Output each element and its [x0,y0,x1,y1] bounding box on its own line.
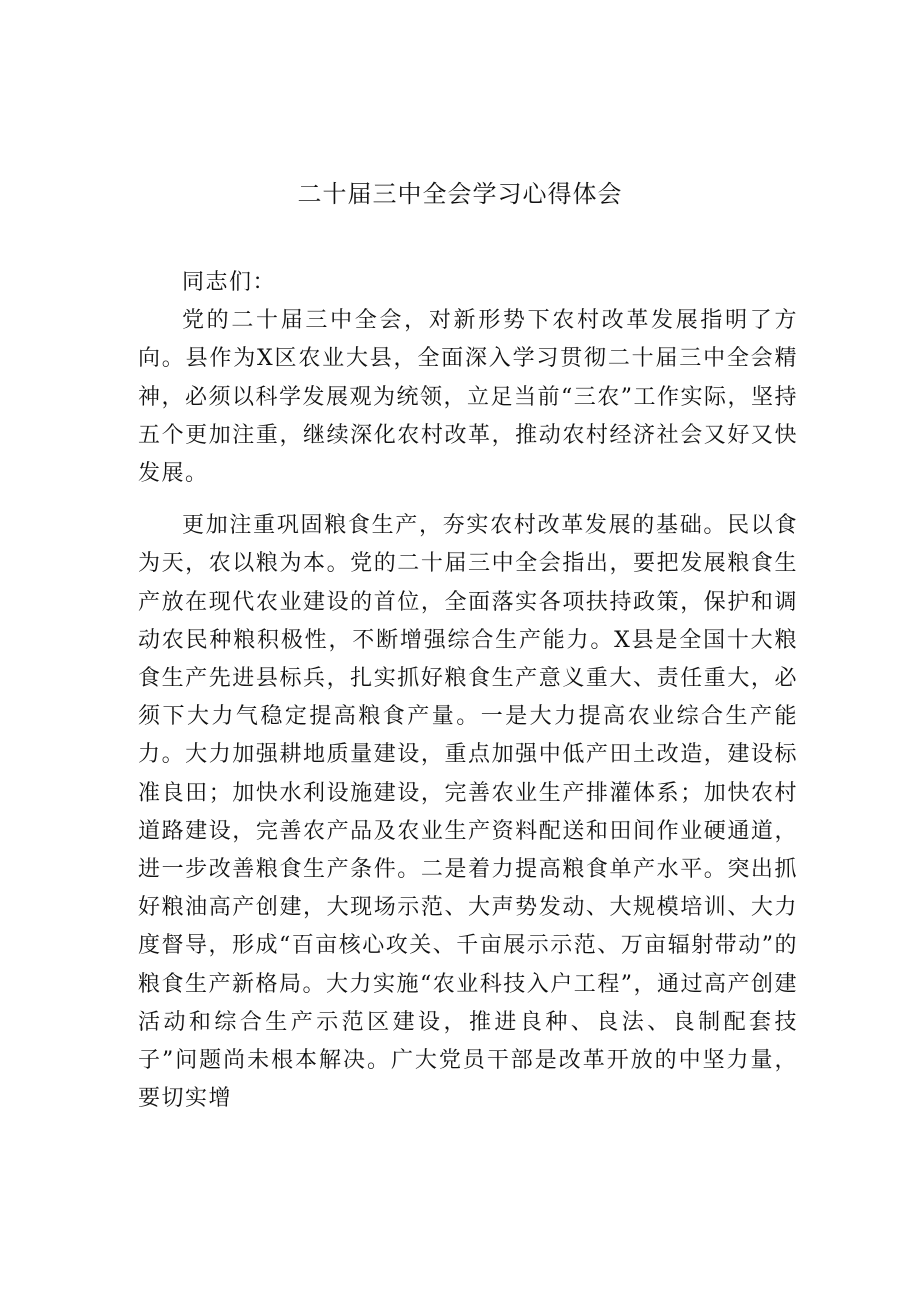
salutation: 同志们： [182,270,277,295]
paragraph-2: 更加注重巩固粮食生产，夯实农村改革发展的基础。民以食为天，农以粮为本。党的二十届三中全会指出，要把发展粮食生产放在现代农业建设的首位，全面落实各项扶持政策，保护和调动农民种粮积极性，不断增强综合生产能力。X县是全国十大粮食生产先进县标兵，扎实抓好粮食生产意义重大、责任重大，必须下大力气稳定提高粮食产量。一是大力提高农业综合生产能力。大力加强耕地质量建设，重点加强中低产田土改造，建设标准良田；加快水利设施建设，完善农业生产排灌体系；加快农村道路建设，完善农产品及农业生产资料配送和田间作业硬通道，进一步改善粮食生产条件。二是着力提高粮食单产水平。突出抓好粮油高产创建，大现场示范、大声势发动、大规模培训、大力度督导，形成“百亩核心攻关、千亩展示示范、万亩辐射带动”的粮食生产新格局。大力实施“农业科技入户工程”，通过高产创建活动和综合生产示范区建设，推进良种、良法、良制配套技子”问题尚未根本解决。广大党员干部是改革开放的中坚力量，要切实增 [138,513,798,1112]
document-title: 二十届三中全会学习心得体会 [297,180,623,208]
document-body [138,264,798,1118]
paragraph-1: 党的二十届三中全会，对新形势下农村改革发展指明了方向。县作为X区农业大县，全面深入学习贯彻二十届三中全会精神，必须以科学发展观为统领，立足当前“三农”工作实际，坚持五个更加注重，继续深化农村改革，推动农村经济社会又好又快发展。 [138,308,798,487]
